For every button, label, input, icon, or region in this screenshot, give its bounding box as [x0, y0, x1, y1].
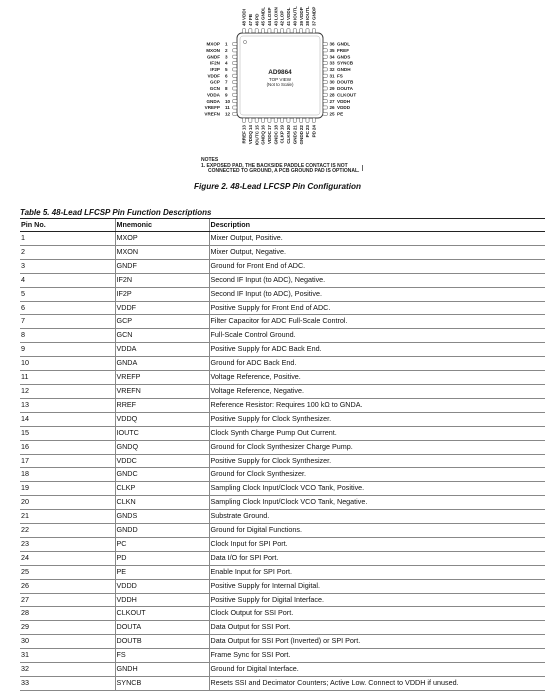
table-row — [20, 384, 545, 398]
pin-label-bottom: PC — [305, 131, 311, 138]
pin-configuration-diagram — [190, 4, 365, 156]
pin-pad — [323, 81, 328, 84]
pin-label-top: LOP — [279, 10, 285, 20]
cell-mnemonic: VREFN — [115, 384, 209, 398]
pin-number-top: 47 — [247, 20, 253, 26]
pin-label-top: LOXN — [273, 7, 279, 20]
cell-mnemonic: GNDD — [115, 524, 209, 538]
cell-description: Mixer Output, Positive. — [209, 232, 545, 246]
cell-mnemonic: VREFP — [115, 371, 209, 385]
pin-label-right: FS — [337, 73, 343, 79]
view-label: TOP VIEW — [268, 77, 292, 82]
cell-pin-no: 28 — [20, 607, 115, 621]
cell-pin-no: 22 — [20, 524, 115, 538]
cell-description: Data Output for SSI Port. — [209, 621, 545, 635]
pin-number-left: 1 — [225, 41, 228, 47]
pin-pad — [312, 29, 315, 34]
pin-number-left: 9 — [225, 92, 228, 98]
cell-pin-no: 20 — [20, 496, 115, 510]
part-number: AD9864 — [268, 69, 292, 76]
cell-description: Ground for Digital Functions. — [209, 524, 545, 538]
pin-number-right: 32 — [329, 67, 335, 72]
cell-mnemonic: MXON — [115, 245, 209, 259]
cell-pin-no: 11 — [20, 371, 115, 385]
table-row — [20, 287, 545, 301]
table-row — [20, 315, 545, 329]
pin-number-right: 25 — [329, 111, 335, 117]
pin-label-top: GNDP — [311, 6, 317, 20]
table-row — [20, 524, 545, 538]
cell-pin-no: 26 — [20, 579, 115, 593]
cell-pin-no: 21 — [20, 510, 115, 524]
cell-mnemonic: PC — [115, 537, 209, 551]
cell-pin-no: 23 — [20, 537, 115, 551]
pin-label-bottom: GNDQ — [260, 131, 266, 145]
pin-pad — [281, 29, 284, 34]
pin-pad — [306, 29, 309, 34]
cell-pin-no: 33 — [20, 677, 115, 691]
pin-pad — [323, 100, 328, 103]
cell-description: Resets SSI and Decimator Counters; Active Low. Connect to VDDH if unused. — [209, 677, 545, 691]
table-body — [20, 232, 545, 691]
cell-mnemonic: VDDD — [115, 579, 209, 593]
pin-label-bottom: CLKP — [279, 131, 285, 144]
cell-pin-no: 4 — [20, 273, 115, 287]
pin-number-left: 7 — [225, 79, 228, 85]
cell-description: Data Output for SSI Port (Inverted) or SPI Port. — [209, 635, 545, 649]
pin-label-right: SYNCB — [337, 60, 354, 66]
cell-description: Full-Scale Control Ground. — [209, 329, 545, 343]
pin-number-bottom: 14 — [247, 125, 253, 131]
diagram-notes — [201, 158, 359, 175]
cell-pin-no: 8 — [20, 329, 115, 343]
pin-label-left: VREFP — [204, 105, 220, 111]
cell-mnemonic: MXOP — [115, 232, 209, 246]
pin-pad — [233, 81, 238, 84]
table-row — [20, 454, 545, 468]
pin-label-top: VDDP — [298, 7, 304, 20]
cell-mnemonic: DOUTB — [115, 635, 209, 649]
pin-pad — [233, 100, 238, 103]
table-row — [20, 232, 545, 246]
pin-number-top: 46 — [254, 20, 260, 26]
pin-number-left: 3 — [225, 54, 228, 60]
pin-number-bottom: 17 — [267, 125, 272, 131]
pin-pad — [233, 93, 238, 96]
notes-line-2: CONNECTED TO GROUND, A PCB GROUND PAD IS OPTIONAL. — [208, 168, 360, 175]
cell-description: Frame Sync for SSI Port. — [209, 649, 545, 663]
cell-description: Second IF Input (to ADC), Positive. — [209, 287, 545, 301]
pin-pad — [242, 29, 245, 34]
pin-label-left: IF2N — [210, 60, 220, 66]
cell-pin-no: 27 — [20, 593, 115, 607]
cell-description: Mixer Output, Negative. — [209, 245, 545, 259]
table-row — [20, 551, 545, 565]
cell-pin-no: 29 — [20, 621, 115, 635]
pin-pad — [233, 61, 238, 64]
pin-number-left: 5 — [225, 67, 228, 72]
cell-pin-no: 15 — [20, 426, 115, 440]
pin-number-left: 12 — [225, 111, 231, 117]
cell-description: Ground for Clock Synthesizer Charge Pump. — [209, 440, 545, 454]
pin-number-left: 4 — [225, 60, 228, 66]
cell-mnemonic: GNDA — [115, 357, 209, 371]
pin-pad — [300, 29, 303, 34]
pin-label-right: GNDH — [337, 67, 351, 72]
table-row — [20, 259, 545, 273]
cell-mnemonic: DOUTA — [115, 621, 209, 635]
cell-pin-no: 25 — [20, 565, 115, 579]
pin-pad — [323, 74, 328, 77]
pin-pad — [300, 118, 303, 123]
cell-mnemonic: PE — [115, 565, 209, 579]
pin-label-top: PD — [254, 13, 260, 20]
pin-number-top: 48 — [241, 20, 247, 26]
table-row — [20, 329, 545, 343]
cell-description: Ground for ADC Back End. — [209, 357, 545, 371]
table-header — [20, 219, 545, 232]
pin-number-bottom: 22 — [298, 125, 304, 131]
cell-pin-no: 24 — [20, 551, 115, 565]
pin-label-bottom: GNDD — [298, 131, 304, 145]
pin-number-left: 11 — [225, 105, 230, 111]
pin-label-left: GCP — [210, 79, 220, 85]
table-row — [20, 649, 545, 663]
cell-description: Positive Supply for Clock Synthesizer. — [209, 412, 545, 426]
pin-label-right: DOUTA — [337, 86, 353, 92]
pin-label-right: VDDD — [337, 105, 351, 111]
cell-description: Clock Output for SSI Port. — [209, 607, 545, 621]
pin-pad — [306, 118, 309, 123]
pin-number-right: 30 — [329, 79, 335, 85]
pin-number-bottom: 23 — [305, 125, 311, 131]
pin-pad — [287, 29, 290, 34]
cell-mnemonic: VDDC — [115, 454, 209, 468]
pin-label-right: VDDH — [337, 98, 351, 104]
cell-pin-no: 2 — [20, 245, 115, 259]
pin-pad — [323, 42, 328, 45]
pin-label-left: GNDA — [206, 98, 220, 104]
pin-pad — [323, 55, 328, 58]
pin-pad — [255, 118, 258, 123]
pin-label-right: FREF — [337, 47, 349, 53]
pin-pad — [233, 42, 238, 45]
pin-label-bottom: CLKN — [286, 131, 292, 144]
pin-label-right: GNDL — [337, 41, 351, 47]
table-row — [20, 482, 545, 496]
cell-description: Second IF Input (to ADC), Negative. — [209, 273, 545, 287]
cell-description: Enable Input for SPI Port. — [209, 565, 545, 579]
table-row — [20, 245, 545, 259]
pin-pad — [281, 118, 284, 123]
pin-pad — [233, 49, 238, 52]
table-row — [20, 565, 545, 579]
pin-label-top: VDDI — [241, 9, 247, 20]
cell-pin-no: 17 — [20, 454, 115, 468]
pin-label-left: IF2P — [210, 67, 220, 72]
cell-mnemonic: CLKOUT — [115, 607, 209, 621]
cell-description: Filter Capacitor for ADC Full-Scale Control. — [209, 315, 545, 329]
pin-number-right: 33 — [329, 60, 335, 66]
pin-pad — [293, 29, 296, 34]
pin-label-top: GNDL — [260, 6, 266, 20]
table-row — [20, 635, 545, 649]
cell-pin-no: 30 — [20, 635, 115, 649]
cell-pin-no: 18 — [20, 468, 115, 482]
table-row — [20, 510, 545, 524]
pin-label-left: MXOP — [206, 41, 220, 47]
pin-number-top: 39 — [298, 20, 304, 26]
cell-mnemonic: GNDQ — [115, 440, 209, 454]
table-row — [20, 537, 545, 551]
pin-number-bottom: 20 — [286, 125, 292, 131]
pin-label-bottom: IOUTC — [254, 131, 260, 146]
cell-pin-no: 1 — [20, 232, 115, 246]
pin-number-bottom: 18 — [273, 125, 279, 131]
cell-pin-no: 3 — [20, 259, 115, 273]
cell-mnemonic: PD — [115, 551, 209, 565]
pin-label-bottom: GNDC — [273, 131, 279, 145]
cell-description: Positive Supply for Internal Digital. — [209, 579, 545, 593]
pin-label-right: CLKOUT — [337, 92, 357, 98]
table-row — [20, 677, 545, 691]
table-row — [20, 496, 545, 510]
pin-label-left: VDDA — [206, 92, 220, 98]
pin-pad — [249, 118, 252, 123]
table-row — [20, 621, 545, 635]
cell-mnemonic: SYNCB — [115, 677, 209, 691]
pin-pad — [323, 112, 328, 115]
pin-pad — [312, 118, 315, 123]
cell-pin-no: 13 — [20, 398, 115, 412]
pin-number-bottom: 16 — [260, 125, 266, 131]
cell-pin-no: 9 — [20, 343, 115, 357]
pin-number-top: 45 — [260, 20, 266, 26]
cell-mnemonic: IOUTC — [115, 426, 209, 440]
pin-label-left: GCN — [209, 86, 220, 92]
pin-number-top: 42 — [279, 20, 285, 26]
cell-description: Reference Resistor: Requires 100 kΩ to GNDA. — [209, 398, 545, 412]
pin-label-right: DOUTB — [337, 79, 354, 85]
table-row — [20, 357, 545, 371]
pin-number-right: 29 — [329, 86, 335, 92]
pin-pad — [323, 68, 328, 71]
cell-mnemonic: VDDA — [115, 343, 209, 357]
table-title: Table 5. 48-Lead LFCSP Pin Function Descriptions — [20, 208, 212, 217]
pin-number-right: 26 — [329, 105, 335, 111]
cell-pin-no: 12 — [20, 384, 115, 398]
figure-caption: Figure 2. 48-Lead LFCSP Pin Configuration — [193, 182, 362, 191]
cell-description: Sampling Clock Input/Clock VCO Tank, Positive. — [209, 482, 545, 496]
pin-pad — [261, 29, 264, 34]
table-row — [20, 426, 545, 440]
pin-label-top: VDDL — [286, 7, 292, 20]
pin-pad — [268, 118, 271, 123]
scale-note: (Not to Scale) — [266, 82, 294, 87]
cell-mnemonic: GCN — [115, 329, 209, 343]
table-row — [20, 412, 545, 426]
cell-mnemonic: CLKN — [115, 496, 209, 510]
table-row — [20, 607, 545, 621]
pin-number-bottom: 19 — [279, 125, 285, 131]
cell-description: Substrate Ground. — [209, 510, 545, 524]
pin-pad — [233, 74, 238, 77]
pin-label-left: VREFN — [204, 111, 220, 117]
pin-label-right: GNDS — [337, 54, 351, 60]
cell-mnemonic: GNDS — [115, 510, 209, 524]
table-row — [20, 301, 545, 315]
header-pin-no: Pin No. — [20, 219, 115, 232]
pin-pad — [255, 29, 258, 34]
table-row — [20, 343, 545, 357]
pin-pad — [323, 49, 328, 52]
pin-number-bottom: 24 — [311, 125, 317, 131]
table-header-row — [20, 219, 545, 232]
pin-number-top: 43 — [273, 20, 279, 26]
cell-description: Ground for Clock Synthesizer. — [209, 468, 545, 482]
cell-mnemonic: IF2N — [115, 273, 209, 287]
pin-function-table — [20, 218, 545, 691]
pin-number-top: 41 — [286, 20, 292, 26]
pin-number-right: 35 — [329, 47, 335, 53]
pin-number-right: 31 — [329, 73, 335, 79]
pin-pad — [323, 61, 328, 64]
table-row — [20, 579, 545, 593]
pin-label-top: IOUTL — [305, 6, 311, 20]
pin-pad — [323, 106, 328, 109]
pin-pad — [268, 29, 271, 34]
table-row — [20, 371, 545, 385]
cell-mnemonic: GNDH — [115, 663, 209, 677]
cell-pin-no: 7 — [20, 315, 115, 329]
pin-pad — [249, 29, 252, 34]
table-row — [20, 440, 545, 454]
notes-heading: NOTES — [201, 157, 219, 163]
cell-mnemonic: GCP — [115, 315, 209, 329]
pin-label-left: GNDF — [206, 54, 220, 60]
cell-description: Clock Synth Charge Pump Out Current. — [209, 426, 545, 440]
cell-description: Sampling Clock Input/Clock VCO Tank, Negative. — [209, 496, 545, 510]
cell-description: Positive Supply for Digital Interface. — [209, 593, 545, 607]
cell-pin-no: 10 — [20, 357, 115, 371]
cell-mnemonic: GNDF — [115, 259, 209, 273]
pin-pad — [233, 68, 238, 71]
pin-number-left: 2 — [225, 47, 228, 53]
pin-number-top: 37 — [311, 20, 317, 26]
pin-number-left: 10 — [225, 98, 231, 104]
cell-description: Positive Supply for Clock Synthesizer. — [209, 454, 545, 468]
pin-pad — [274, 118, 277, 123]
cell-description: Clock Input for SPI Port. — [209, 537, 545, 551]
pin-number-right: 36 — [329, 41, 335, 47]
pin-number-left: 6 — [225, 73, 228, 79]
pin-label-top: IOUTL — [292, 6, 298, 20]
header-description: Description — [209, 219, 545, 232]
pin-pad — [293, 118, 296, 123]
pin-pad — [287, 118, 290, 123]
pin-pad — [233, 87, 238, 90]
cell-mnemonic: GNDC — [115, 468, 209, 482]
cell-pin-no: 32 — [20, 663, 115, 677]
pin-number-top: 40 — [292, 20, 298, 26]
cell-pin-no: 31 — [20, 649, 115, 663]
table-row — [20, 468, 545, 482]
pin-number-right: 28 — [329, 92, 335, 98]
margin-mark — [362, 165, 363, 171]
pin-pad — [261, 118, 264, 123]
header-mnemonic: Mnemonic — [115, 219, 209, 232]
cell-pin-no: 19 — [20, 482, 115, 496]
pin-pad — [233, 55, 238, 58]
cell-description: Data I/O for SPI Port. — [209, 551, 545, 565]
pin-pad — [323, 87, 328, 90]
pin-pad — [233, 112, 238, 115]
pin-label-bottom: VDDC — [267, 131, 272, 145]
cell-description: Voltage Reference, Positive. — [209, 371, 545, 385]
cell-mnemonic: VDDH — [115, 593, 209, 607]
pin-label-left: MXON — [206, 47, 220, 53]
cell-description: Ground for Digital Interface. — [209, 663, 545, 677]
cell-pin-no: 5 — [20, 287, 115, 301]
pin-pad — [323, 93, 328, 96]
cell-mnemonic: RREF — [115, 398, 209, 412]
notes-line-1: 1. EXPOSED PAD, THE BACKSIDE PADDLE CONTACT IS NOT — [201, 162, 348, 169]
cell-description: Voltage Reference, Negative. — [209, 384, 545, 398]
cell-mnemonic: VDDF — [115, 301, 209, 315]
table-row — [20, 593, 545, 607]
cell-description: Positive Supply for ADC Back End. — [209, 343, 545, 357]
pin-number-bottom: 15 — [254, 125, 260, 131]
cell-mnemonic: VDDQ — [115, 412, 209, 426]
cell-pin-no: 6 — [20, 301, 115, 315]
pin-number-right: 27 — [329, 98, 335, 104]
cell-mnemonic: CLKP — [115, 482, 209, 496]
cell-description: Positive Supply for Front End of ADC. — [209, 301, 545, 315]
pin-number-right: 34 — [329, 54, 335, 60]
pin-number-top: 38 — [305, 20, 311, 26]
pin-label-top: FB — [247, 13, 253, 20]
table-row — [20, 398, 545, 412]
table-row — [20, 273, 545, 287]
pin-number-bottom: 21 — [292, 125, 298, 131]
cell-mnemonic: FS — [115, 649, 209, 663]
cell-mnemonic: IF2P — [115, 287, 209, 301]
cell-pin-no: 16 — [20, 440, 115, 454]
pin-pad — [242, 118, 245, 123]
pin-label-bottom: RREF — [241, 131, 247, 144]
cell-description: Ground for Front End of ADC. — [209, 259, 545, 273]
pin-label-bottom: GNDS — [292, 131, 298, 145]
pin-label-bottom: VDDQ — [247, 131, 253, 145]
pin-label-top: LOXP — [267, 7, 272, 20]
pin-label-left: VDDF — [207, 73, 220, 79]
pin-pad — [274, 29, 277, 34]
pin-number-bottom: 13 — [241, 125, 247, 131]
pin-number-top: 44 — [267, 20, 272, 26]
pin-number-left: 8 — [225, 86, 228, 92]
pin-label-right: PE — [337, 111, 344, 117]
cell-pin-no: 14 — [20, 412, 115, 426]
table-row — [20, 663, 545, 677]
pin-label-bottom: PD — [311, 131, 317, 138]
pin-pad — [233, 106, 238, 109]
